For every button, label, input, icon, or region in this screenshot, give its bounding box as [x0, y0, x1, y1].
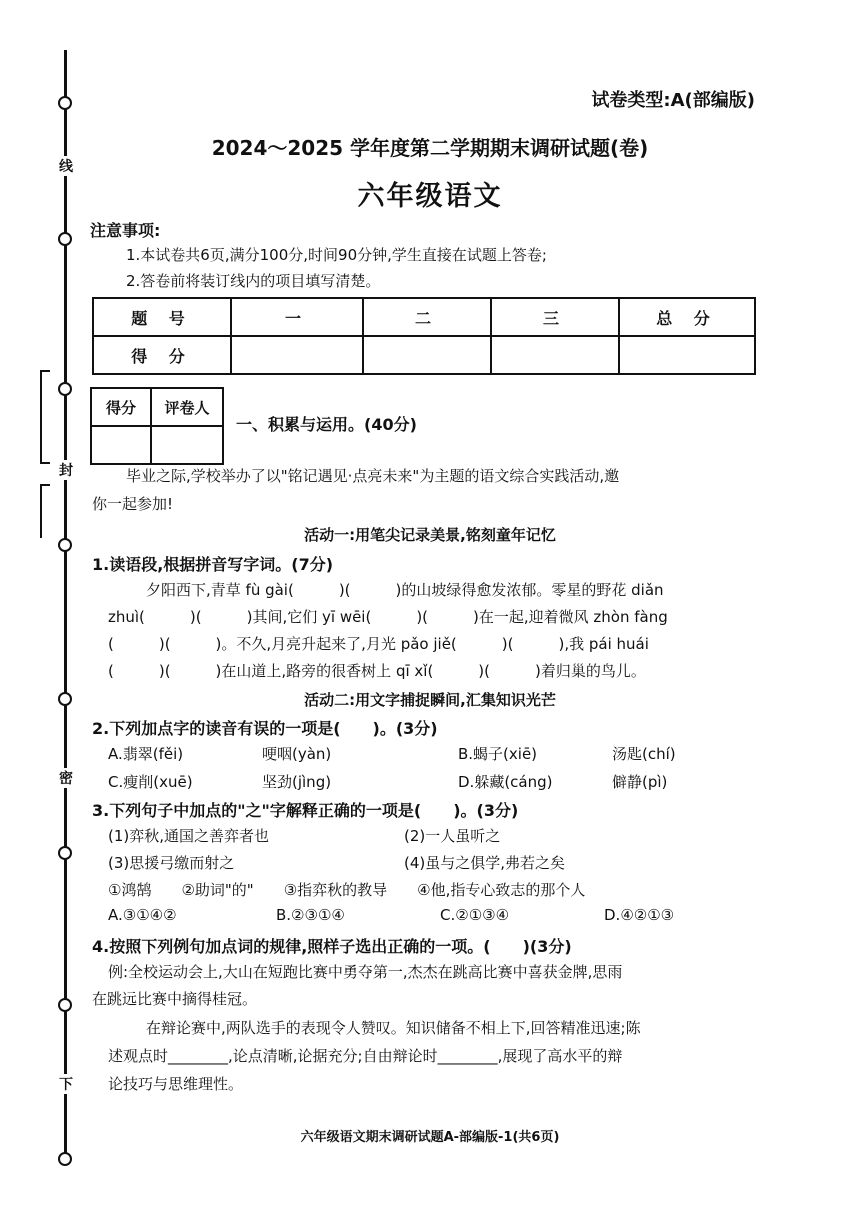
example-sentence: 例:全校运动会上,大山在短跑比赛中勇夺第一,杰杰在跳高比赛中喜获金牌,思雨	[108, 963, 623, 981]
example-sentence: 在跳远比赛中摘得桂冠。	[92, 990, 258, 1008]
option-b[interactable]: B.②③①④	[276, 906, 345, 924]
notice-item: 2.答卷前将装订线内的项目填写清楚。	[126, 272, 381, 290]
binding-line	[64, 50, 67, 1160]
binding-hole	[58, 846, 72, 860]
passage-line[interactable]: 述观点时________,论点清晰,论据充分;自由辩论时________,展现了高水平的辩	[108, 1047, 623, 1065]
subject-title: 六年级语文	[357, 181, 503, 212]
option-d-word: 僻静(pì)	[612, 773, 668, 791]
question-1-line[interactable]: ( )( )。不久,月亮升起来了,月光 pǎo jiě( )( ),我 pái huái	[108, 635, 649, 653]
binding-hole	[58, 232, 72, 246]
score-cell[interactable]	[491, 336, 619, 374]
intro-text: 毕业之际,学校举办了以"铭记遇见·点亮未来"为主题的语文综合实践活动,邀	[126, 467, 620, 485]
paper-type: 试卷类型:A(部编版)	[591, 90, 755, 111]
grader-name-cell[interactable]	[151, 426, 223, 464]
score-header: 三	[491, 298, 619, 336]
question-4-stem: 4.按照下列例句加点词的规律,照样子选出正确的一项。( )(3分)	[92, 937, 572, 956]
option-b-word: 汤匙(chí)	[612, 745, 676, 763]
passage-line: 论技巧与思维理性。	[108, 1075, 244, 1093]
sentence-2: (2)一人虽听之	[404, 827, 501, 845]
sentence-3: (3)思援弓缴而射之	[108, 854, 235, 872]
grader-label: 评卷人	[151, 388, 223, 426]
intro-text: 你一起参加!	[92, 495, 174, 513]
binding-hole	[58, 382, 72, 396]
score-label: 得 分	[93, 336, 231, 374]
question-2-stem: 2.下列加点字的读音有误的一项是( )。(3分)	[92, 719, 438, 738]
score-header: 题 号	[93, 298, 231, 336]
option-a-word: 哽咽(yàn)	[262, 745, 332, 763]
score-header: 二	[363, 298, 491, 336]
notice-heading: 注意事项:	[90, 221, 161, 240]
question-1-line[interactable]: ( )( )在山道上,路旁的很香树上 qī xǐ( )( )着归巢的鸟儿。	[108, 662, 646, 680]
score-header: 一	[231, 298, 363, 336]
option-a[interactable]: A.③①④②	[108, 906, 177, 924]
passage-line: 在辩论赛中,两队选手的表现令人赞叹。知识储备不相上下,回答精准迅速;陈	[146, 1019, 641, 1037]
score-cell[interactable]	[363, 336, 491, 374]
score-table	[92, 297, 756, 375]
sentence-1: (1)弈秋,通国之善弈者也	[108, 827, 270, 845]
option-d[interactable]: D.躲藏(cáng)	[458, 773, 553, 791]
option-b[interactable]: B.蝎子(xiē)	[458, 745, 538, 763]
grader-score-cell[interactable]	[91, 426, 151, 464]
section-title: 一、积累与运用。(40分)	[236, 415, 417, 434]
option-c[interactable]: C.②①③④	[440, 906, 510, 924]
option-c-word: 坚劲(jìng)	[262, 773, 332, 791]
score-header: 总 分	[619, 298, 755, 336]
binding-word: 封	[55, 460, 77, 480]
sentence-4: (4)虽与之俱学,弗若之矣	[404, 854, 566, 872]
score-cell[interactable]	[619, 336, 755, 374]
option-d[interactable]: D.④②①③	[604, 906, 675, 924]
question-1-stem: 1.读语段,根据拼音写字词。(7分)	[92, 555, 334, 574]
score-cell[interactable]	[231, 336, 363, 374]
binding-hole	[58, 998, 72, 1012]
notice-item: 1.本试卷共6页,满分100分,时间90分钟,学生直接在试题上答卷;	[126, 246, 547, 264]
option-a[interactable]: A.翡翠(fěi)	[108, 745, 184, 763]
binding-word: 线	[55, 156, 77, 176]
activity-heading: 活动二:用文字捕捉瞬间,汇集知识光芒	[304, 691, 556, 709]
binding-hole	[58, 96, 72, 110]
grader-table	[90, 387, 224, 465]
page-footer: 六年级语文期末调研试题A-部编版-1(共6页)	[300, 1130, 560, 1145]
question-3-stem: 3.下列句子中加点的"之"字解释正确的一项是( )。(3分)	[92, 801, 519, 820]
binding-bracket	[40, 370, 50, 464]
binding-word: 下	[55, 1074, 77, 1094]
exam-title: 2024～2025 学年度第二学期期末调研试题(卷)	[211, 136, 649, 160]
binding-word: 密	[55, 768, 77, 788]
binding-hole	[58, 1152, 72, 1166]
question-1-line[interactable]: 夕阳西下,青草 fù gài( )( )的山坡绿得愈发浓郁。零星的野花 diǎn	[146, 581, 664, 599]
option-c[interactable]: C.瘦削(xuē)	[108, 773, 193, 791]
activity-heading: 活动一:用笔尖记录美景,铭刻童年记忆	[304, 526, 556, 544]
question-1-line[interactable]: zhuì( )( )其间,它们 yī wēi( )( )在一起,迎着微风 zhòn fàng	[108, 608, 668, 626]
meanings-list: ①鸿鹄 ②助词"的" ③指弈秋的教导 ④他,指专心致志的那个人	[108, 881, 586, 899]
grader-score-label: 得分	[91, 388, 151, 426]
